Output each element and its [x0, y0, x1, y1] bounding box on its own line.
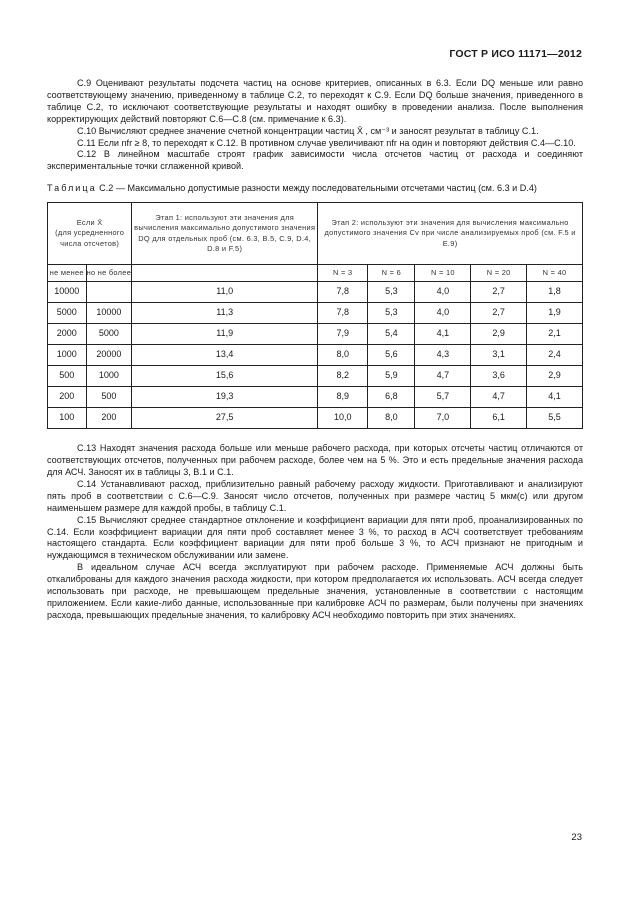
cell-min: 100	[48, 408, 87, 429]
cell-stage1: 13,4	[132, 345, 318, 366]
cell-n20: 3,6	[471, 366, 527, 387]
header-n10: N = 10	[415, 265, 471, 282]
table-c2	[47, 202, 583, 429]
cell-stage1: 19,3	[132, 387, 318, 408]
header-n6: N = 6	[368, 265, 415, 282]
table-row	[48, 387, 583, 408]
cell-min: 1000	[48, 345, 87, 366]
cell-max: 1000	[86, 366, 132, 387]
cell-n40: 2,9	[527, 366, 583, 387]
paragraph-c12: С.12 В линейном масштабе строят график зависимости числа отсчетов частиц от расхода и соединяют экспериментальные точки сглаженной кривой.	[47, 149, 583, 172]
cell-n10: 4,1	[415, 324, 471, 345]
cell-stage1: 11,0	[132, 282, 318, 303]
cell-n20: 2,9	[471, 324, 527, 345]
cell-n20: 6,1	[471, 408, 527, 429]
cell-max: 10000	[86, 303, 132, 324]
paragraph-c9: С.9 Оценивают результаты подсчета частиц на основе критериев, описанных в 6.3. Если DQ меньше или равно соответствующему значению, приведенному в таблице С.2, то переходят к С.9. Если DQ больше значения, приведенного в таблице С.2, то исключают соответствующие результаты и находят ошибку в проведении анализа. После выполнения корректирующих действий повторяют С.6—С.8 (см. примечание к 6.3).	[47, 78, 583, 124]
table-row	[48, 324, 583, 345]
cell-n6: 5,4	[368, 324, 415, 345]
cell-max: 200	[86, 408, 132, 429]
cell-min: 5000	[48, 303, 87, 324]
cell-min: 2000	[48, 324, 87, 345]
header-min: не менее	[48, 265, 87, 282]
cell-max: 500	[86, 387, 132, 408]
cell-n40: 4,1	[527, 387, 583, 408]
table-caption-text: С.2 — Максимально допустимые разности между последовательными отсчетами частиц (см. 6.3 и D.4)	[96, 183, 537, 194]
table-row	[48, 303, 583, 324]
cell-min: 10000	[48, 282, 87, 303]
header-empty	[132, 265, 318, 282]
cell-max: 5000	[86, 324, 132, 345]
cell-n3: 7,9	[318, 324, 368, 345]
document-body	[47, 78, 583, 622]
cell-n20: 4,7	[471, 387, 527, 408]
header-stage2: Этап 2: используют эти значения для вычисления максимально допустимого значения Cv при числе анализируемых проб (см. F.5 и Е.9)	[318, 203, 583, 265]
paragraph-c15: С.15 Вычисляют среднее стандартное отклонение и коэффициент вариации для пяти проб, проанализированных по С.14. Если коэффициент вариации для пяти проб составляет менее 3 %, то расход в АСЧ соответствует требованиям настоящего стандарта. Если коэффициент вариации для пяти проб больше 3 %, то АСЧ признают не пригодным и нуждающимся в техническом обслуживании или замене.	[47, 514, 583, 561]
cell-n40: 2,1	[527, 324, 583, 345]
cell-n40: 1,8	[527, 282, 583, 303]
cell-n6: 5,6	[368, 345, 415, 366]
cell-n6: 8,0	[368, 408, 415, 429]
cell-n40: 5,5	[527, 408, 583, 429]
paragraph-c14: С.14 Устанавливают расход, приблизительно равный рабочему расходу жидкости. Приготавливают и анализируют пять проб в соответствии с С.6—С.9. Заносят число отсчетов, полученных при размере частиц 5 мкм(c) или другом наименьшем размере для каждой пробы, в таблицу С.1.	[47, 478, 583, 513]
page-number: 23	[571, 832, 582, 843]
cell-n20: 2,7	[471, 303, 527, 324]
header-max: но не более	[86, 265, 132, 282]
cell-n6: 6,8	[368, 387, 415, 408]
cell-n10: 4,0	[415, 282, 471, 303]
cell-n10: 4,7	[415, 366, 471, 387]
cell-n10: 4,3	[415, 345, 471, 366]
document-header: ГОСТ Р ИСО 11171—2012	[449, 48, 582, 60]
header-n3: N = 3	[318, 265, 368, 282]
table-row	[48, 345, 583, 366]
cell-n3: 7,8	[318, 282, 368, 303]
table-row	[48, 366, 583, 387]
cell-n40: 1,9	[527, 303, 583, 324]
cell-n6: 5,9	[368, 366, 415, 387]
table-row	[48, 282, 583, 303]
cell-min: 200	[48, 387, 87, 408]
cell-n6: 5,3	[368, 303, 415, 324]
cell-stage1: 15,6	[132, 366, 318, 387]
paragraph-c11: С.11 Если nfr ≥ 8, то переходят к С.12. В противном случае увеличивают nfr на один и повторяют действия С.4—С.10.	[77, 137, 576, 148]
cell-stage1: 11,3	[132, 303, 318, 324]
cell-n3: 10,0	[318, 408, 368, 429]
table-caption	[47, 183, 583, 195]
header-if-x	[48, 203, 132, 265]
paragraph-ideal-case: В идеальном случае АСЧ всегда эксплуатируют при рабочем расходе. Применяемые АСЧ должны быть откалиброваны для каждого значения расхода жидкости, при котором предполагается их использовать. АСЧ всегда следует использовать при расходе, не превышающем предельные значения, установленные в соответствии с настоящим приложением. Если какие-либо данные, использованные при калибровке АСЧ по размерам, были получены при значениях расхода, превышающих предельные значения, то калибровку АСЧ необходимо повторить при этих значениях.	[47, 562, 583, 620]
cell-stage1: 27,5	[132, 408, 318, 429]
header-n40: N = 40	[527, 265, 583, 282]
cell-n3: 8,0	[318, 345, 368, 366]
header-if-label: Если X̄	[76, 217, 103, 227]
cell-n3: 8,9	[318, 387, 368, 408]
table-caption-label: Таблица	[47, 183, 97, 194]
cell-n40: 2,4	[527, 345, 583, 366]
header-stage1: Этап 1: используют эти значения для вычисления максимально допустимого значения DQ для отдельных проб (см. 6.3, В.5, С.9, D.4, D.8 и F.5)	[132, 203, 318, 265]
cell-max	[86, 282, 132, 303]
cell-n6: 5,3	[368, 282, 415, 303]
table-row	[48, 408, 583, 429]
cell-n10: 4,0	[415, 303, 471, 324]
cell-n3: 7,8	[318, 303, 368, 324]
cell-n10: 7,0	[415, 408, 471, 429]
header-n20: N = 20	[471, 265, 527, 282]
cell-max: 20000	[86, 345, 132, 366]
cell-stage1: 11,9	[132, 324, 318, 345]
header-if-sub: (для усредненного числа отсчетов)	[55, 228, 125, 248]
cell-n20: 3,1	[471, 345, 527, 366]
cell-min: 500	[48, 366, 87, 387]
cell-n20: 2,7	[471, 282, 527, 303]
cell-n10: 5,7	[415, 387, 471, 408]
cell-n3: 8,2	[318, 366, 368, 387]
paragraph-c13: С.13 Находят значения расхода больше или меньше рабочего расхода, при которых отсчеты частиц отличаются от соответствующих отсчетов, полученных при рабочем расходе, более чем на 5 %. Это и есть предельные значения расхода для АСЧ. Заносят их в таблицы 3, В.1 и С.1.	[47, 443, 583, 477]
paragraph-c10: С.10 Вычисляют среднее значение счетной концентрации частиц X̄ , см⁻³ и заносят результат в таблицу С.1.	[77, 125, 539, 136]
